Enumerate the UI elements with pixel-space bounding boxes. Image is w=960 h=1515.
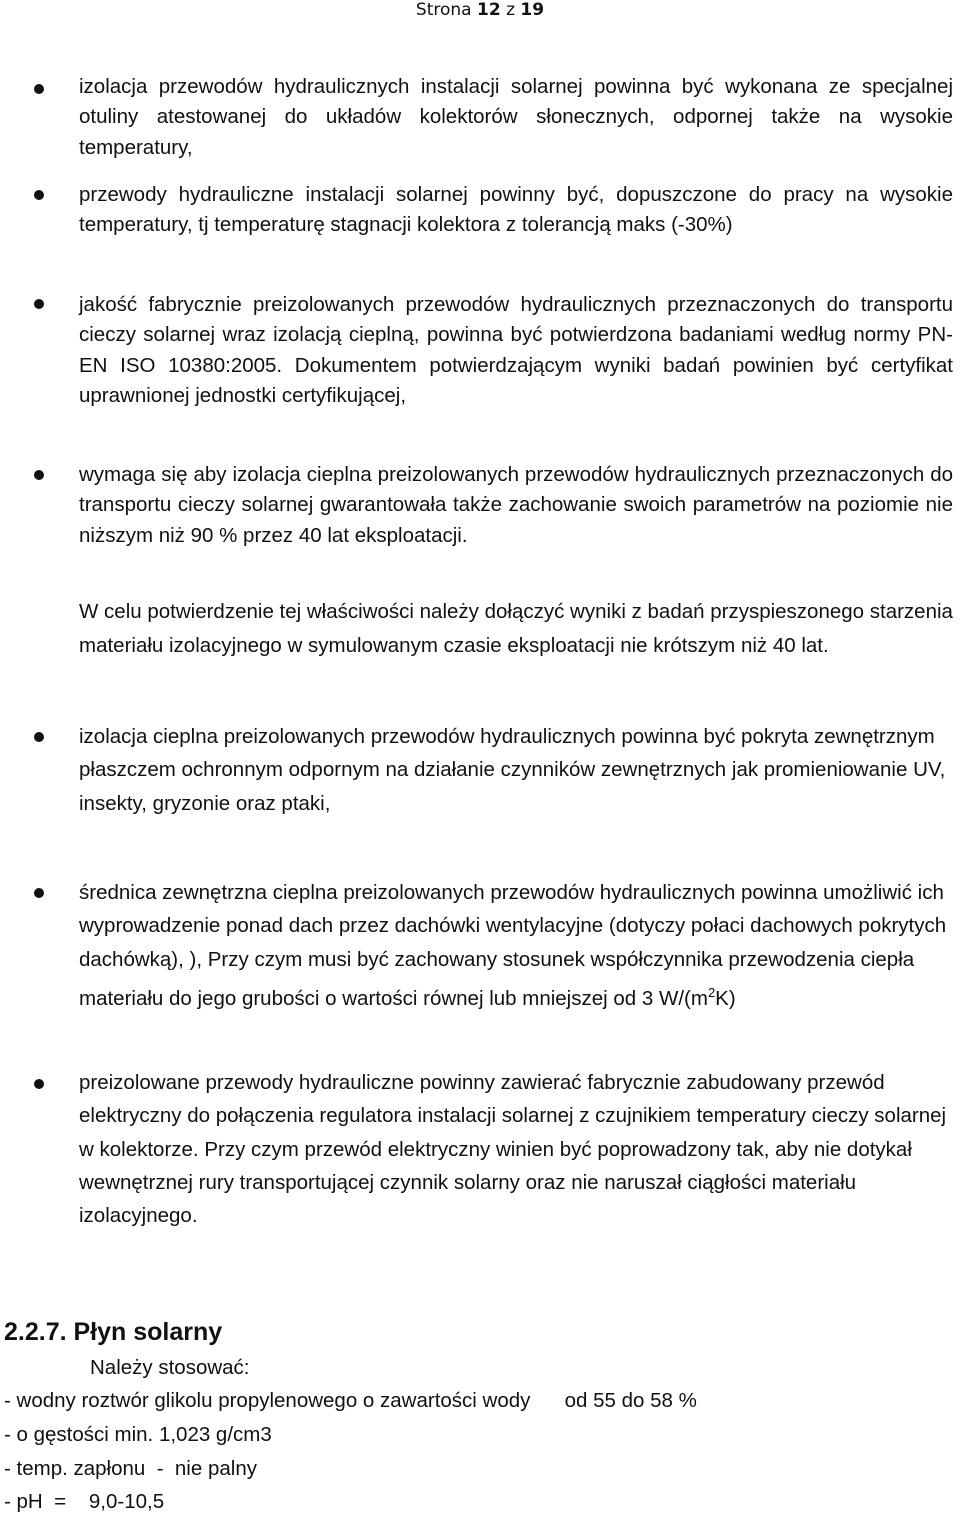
current-page-number: 12: [477, 0, 501, 20]
spec-line-1: - wodny roztwór glikolu propylenowego o zawartości wody od 55 do 58 %: [4, 1389, 697, 1412]
spec-line-4: - pH = 9,0-10,5: [4, 1490, 165, 1513]
bullet-dot-1: [34, 84, 44, 94]
page-separator: z: [500, 0, 521, 20]
bullet-text-6-tail: K): [715, 986, 736, 1010]
bullet-text-2: przewody hydrauliczne instalacji solarnej powinny być, dopuszczone do pracy na wysokie temperatury, tj temperaturę stagnacji kolektora z tolerancją maks (-30%): [79, 183, 953, 237]
bullet-text-7: preizolowane przewody hydrauliczne powinny zawierać fabrycznie zabudowany przewód elektryczny do połączenia regulatora instalacji solarnej z czujnikiem temperatury cieczy solarnej w kolektorze. Przy czym przewód elektryczny winien być poprowadzony tak, aby nie dotykał wewnętrznej rury transportującej czynnik solarny oraz nie naruszał ciągłości materiału izolacyjnego.: [79, 1071, 947, 1228]
bullet-text-3: jakość fabrycznie preizolowanych przewodów hydraulicznych przeznaczonych do transportu cieczy solarnej wraz izolacją cieplną, powinna być potwierdzona badaniami według normy PN-EN ISO 10380:2005. Dokumentem potwierdzającym wyniki badań powinien być certyfikat uprawnionej jednostki certyfikującej,: [79, 293, 953, 408]
bullet-dot-3: [34, 299, 44, 309]
section-heading: 2.2.7. Płyn solarny: [4, 1318, 223, 1346]
spec-line-2: - o gęstości min. 1,023 g/cm3: [4, 1423, 272, 1446]
page-prefix: Strona: [415, 0, 477, 20]
bullet-dot-4: [34, 470, 44, 480]
validation-paragraph: W celu potwierdzenie tej właściwości należy dołączyć wyniki z badań przyspieszonego starzenia materiału izolacyjnego w symulowanym czasie eksploatacji nie krótszym niż 40 lat.: [79, 600, 953, 657]
bullet-text-4: wymaga się aby izolacja cieplna preizolowanych przewodów hydraulicznych przeznaczonych do transportu cieczy solarnej gwarantowała także zachowanie swoich parametrów na poziomie nie niższym niż 90 % przez 40 lat eksploatacji.: [79, 463, 953, 547]
bullet-dot-7: [34, 1079, 44, 1089]
bullet-text-6: średnica zewnętrzna cieplna preizolowanych przewodów hydraulicznych powinna umożliwić ich wyprowadzenie ponad dach przez dachówki wentylacyjne (dotyczy połaci dachowych pokrytych dachówką), ), Przy czym musi być zachowany stosunek współczynnika przewodzenia ciepła materiału do jego grubości o wartości równej lub mniejszej od 3 W/(m: [79, 881, 947, 1010]
section-intro: Należy stosować:: [90, 1356, 250, 1379]
bullet-dot-5: [34, 732, 44, 742]
bullet-dot-2: [34, 190, 44, 200]
spec-line-3: - temp. zapłonu - nie palny: [4, 1457, 257, 1480]
bullet-text-6-wrap: [79, 876, 953, 1015]
bullet-text-5: izolacja cieplna preizolowanych przewodów hydraulicznych powinna być pokryta zewnętrznym płaszczem ochronnym odpornym na działanie czynników zewnętrznych jak promieniowanie UV, insekty, gryzonie oraz ptaki,: [79, 725, 946, 815]
page-header: [0, 0, 960, 20]
bullet-dot-6: [34, 888, 44, 898]
total-pages-number: 19: [520, 0, 545, 20]
superscript-2: 2: [707, 984, 716, 1000]
bullet-text-1: izolacja przewodów hydraulicznych instalacji solarnej powinna być wykonana ze specjalnej otuliny atestowanej do układów kolektorów słonecznych, odpornej także na wysokie temperatury,: [79, 75, 953, 159]
